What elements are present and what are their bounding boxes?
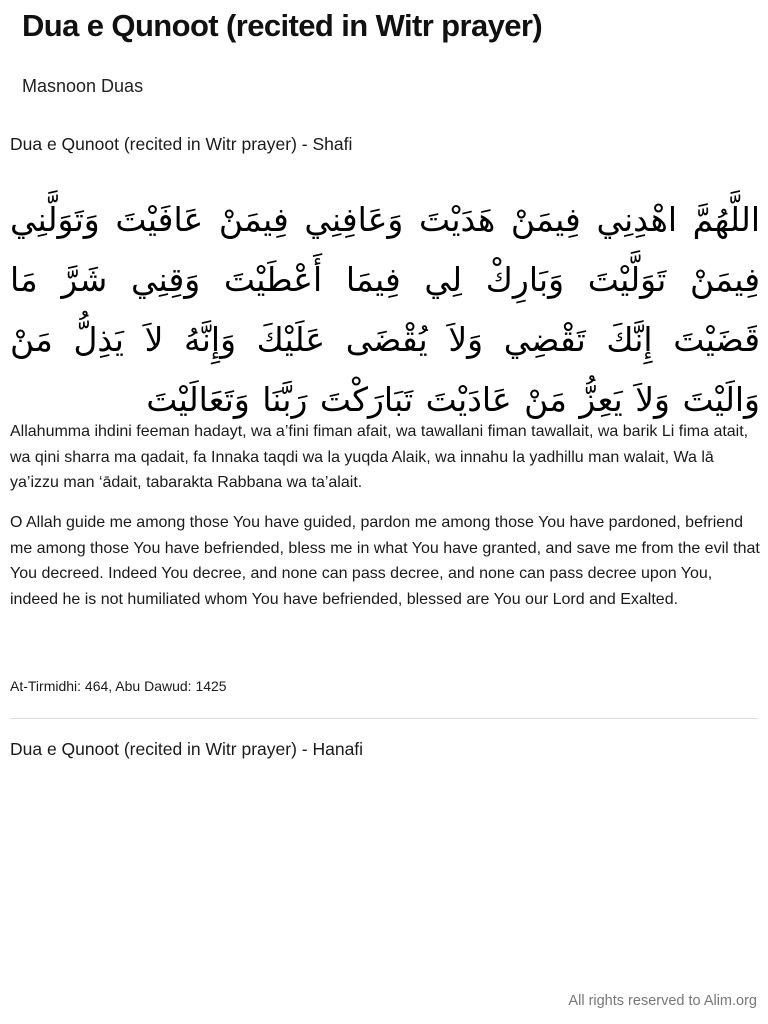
footer-copyright: All rights reserved to Alim.org xyxy=(568,993,757,1009)
page-subtitle: Masnoon Duas xyxy=(22,76,144,96)
transliteration-text: Allahumma ihdini feeman hadayt, wa a’fini fiman afait, wa tawallani fiman tawallait, wa barik Li fima atait, wa qini sharra ma qadait, fa Innaka taqdi wa la yuqda Alaik, wa innahu la yadhillu man walait, Wa lā ya’izzu man ‘ādait, tabarakta Rabbana wa ta’alait. xyxy=(10,423,749,491)
section-heading-hanafi: Dua e Qunoot (recited in Witr prayer) - Hanafi xyxy=(10,739,364,759)
page-title: Dua e Qunoot (recited in Witr prayer) xyxy=(22,8,543,43)
section-heading-shafi: Dua e Qunoot (recited in Witr prayer) - Shafi xyxy=(10,134,353,154)
section-divider xyxy=(10,718,758,719)
arabic-dua-text: اللَّهُمَّ اهْدِنِي فِيمَنْ هَدَيْتَ وَعَافِنِي فِيمَنْ عَافَيْتَ وَتَوَلَّنِي فِيمَنْ تَوَلَّيْتَ وَبَارِكْ لِي فِيمَا أَعْطَيْتَ وَقِنِي شَرَّ مَا قَضَيْتَ إِنَّكَ تَقْضِي وَلاَ يُقْضَى عَلَيْكَ وَإِنَّهُ لاَ يَذِلُّ مَنْ وَالَيْتَ وَلاَ يَعِزُّ مَنْ عَادَيْتَ تَبَارَكْتَ رَبَّنَا وَتَعَالَيْتَ xyxy=(10,200,760,419)
hadith-reference: At-Tirmidhi: 464, Abu Dawud: 1425 xyxy=(10,678,227,694)
translation-text: O Allah guide me among those You have guided, pardon me among those You have pardoned, befriend me among those You have befriended, bless me in what You have granted, and save me from the evil that You decreed. Indeed You decree, and none can pass decree, and none can pass decree upon You, indeed he is not humiliated whom You have befriended, blessed are You our Lord and Exalted. xyxy=(10,514,760,608)
